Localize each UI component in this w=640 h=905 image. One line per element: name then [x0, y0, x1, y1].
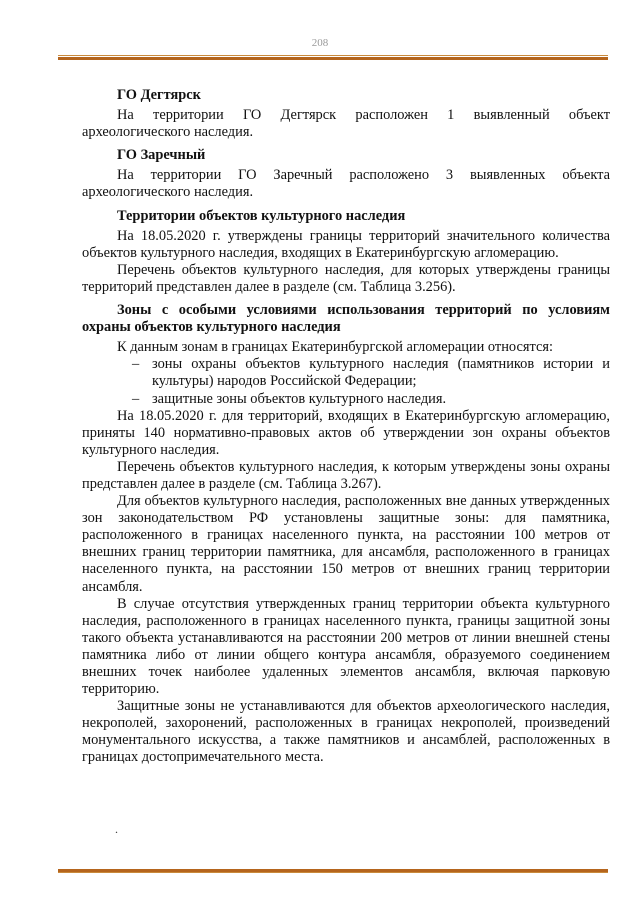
heading-degtyarsk: ГО Дегтярск — [117, 87, 201, 103]
paragraph-zones-1: На 18.05.2020 г. для территорий, входящих в Екатеринбургскую агломерацию, приняты 140 нормативно-правовых актов об утверждении зон охраны объектов культурного наследия. — [82, 407, 610, 458]
list-item-text: зоны охраны объектов культурного наследия (памятников истории и культуры) народов Российской Федерации; — [152, 356, 610, 390]
paragraph-zones-2: Перечень объектов культурного наследия, к которым утверждены зоны охраны представлен далее в разделе (см. Таблица 3.267). — [82, 458, 610, 492]
paragraph-territories-1: На 18.05.2020 г. утверждены границы территорий значительного количества объектов культурного наследия, входящих в Екатеринбургскую агломерацию. — [82, 227, 610, 261]
zones-list — [82, 356, 610, 407]
paragraph-zones-5: Защитные зоны не устанавливаются для объектов археологического наследия, некрополей, захоронений, расположенных в границах некрополей, произведений монументального искусства, а также памятников и ансамблей, расположенных в границах достопримечательного места. — [82, 698, 610, 766]
list-dash: – — [132, 356, 140, 373]
paragraph-degtyarsk: На территории ГО Дегтярск расположен 1 выявленный объект археологического наследия. — [82, 107, 610, 141]
heading-zones: Зоны с особыми условиями использования территорий по условиям охраны объектов культурного наследия — [82, 302, 610, 336]
paragraph-zones-3: Для объектов культурного наследия, расположенных вне данных утвержденных зон законодательством РФ установлены защитные зоны: для памятника, расположенного в границах населенного пункта, на расстоянии 100 метров от внешних границ территории памятника, для ансамбля, расположенного в границах населенного пункта, на расстоянии 150 метров от внешних границ территории ансамбля. — [82, 493, 610, 595]
paragraph-zones-4: В случае отсутствия утвержденных границ территории объекта культурного наследия, расположенного в границах населенного пункта, границы защитной зоны такого объекта устанавливаются на расстоянии 200 метров от линии внешней стены памятника либо от линии общего контура ансамбля, образуемого соединением внешних точек наиболее удаленных элементов ансамбля, включая парковую территорию. — [82, 595, 610, 698]
footer-rule — [58, 868, 608, 873]
page-number: 208 — [311, 37, 329, 49]
list-dash: – — [132, 390, 140, 407]
paragraph-zones-intro: К данным зонам в границах Екатеринбургской агломерации относятся: — [117, 339, 553, 356]
list-item — [132, 356, 610, 390]
header-rule — [58, 55, 608, 60]
paragraph-zarechny: На территории ГО Заречный расположено 3 выявленных объекта археологического наследия. — [82, 167, 610, 201]
heading-zarechny: ГО Заречный — [117, 147, 206, 164]
document-body — [82, 84, 610, 767]
list-item — [132, 390, 610, 408]
list-item-text: защитные зоны объектов культурного наследия. — [152, 390, 447, 407]
paragraph-territories-2: Перечень объектов культурного наследия, для которых утверждены границы территорий представлен далее в разделе (см. Таблица 3.256). — [82, 261, 610, 295]
footer-mark: . — [115, 822, 118, 836]
heading-territories: Территории объектов культурного наследия — [117, 207, 406, 224]
